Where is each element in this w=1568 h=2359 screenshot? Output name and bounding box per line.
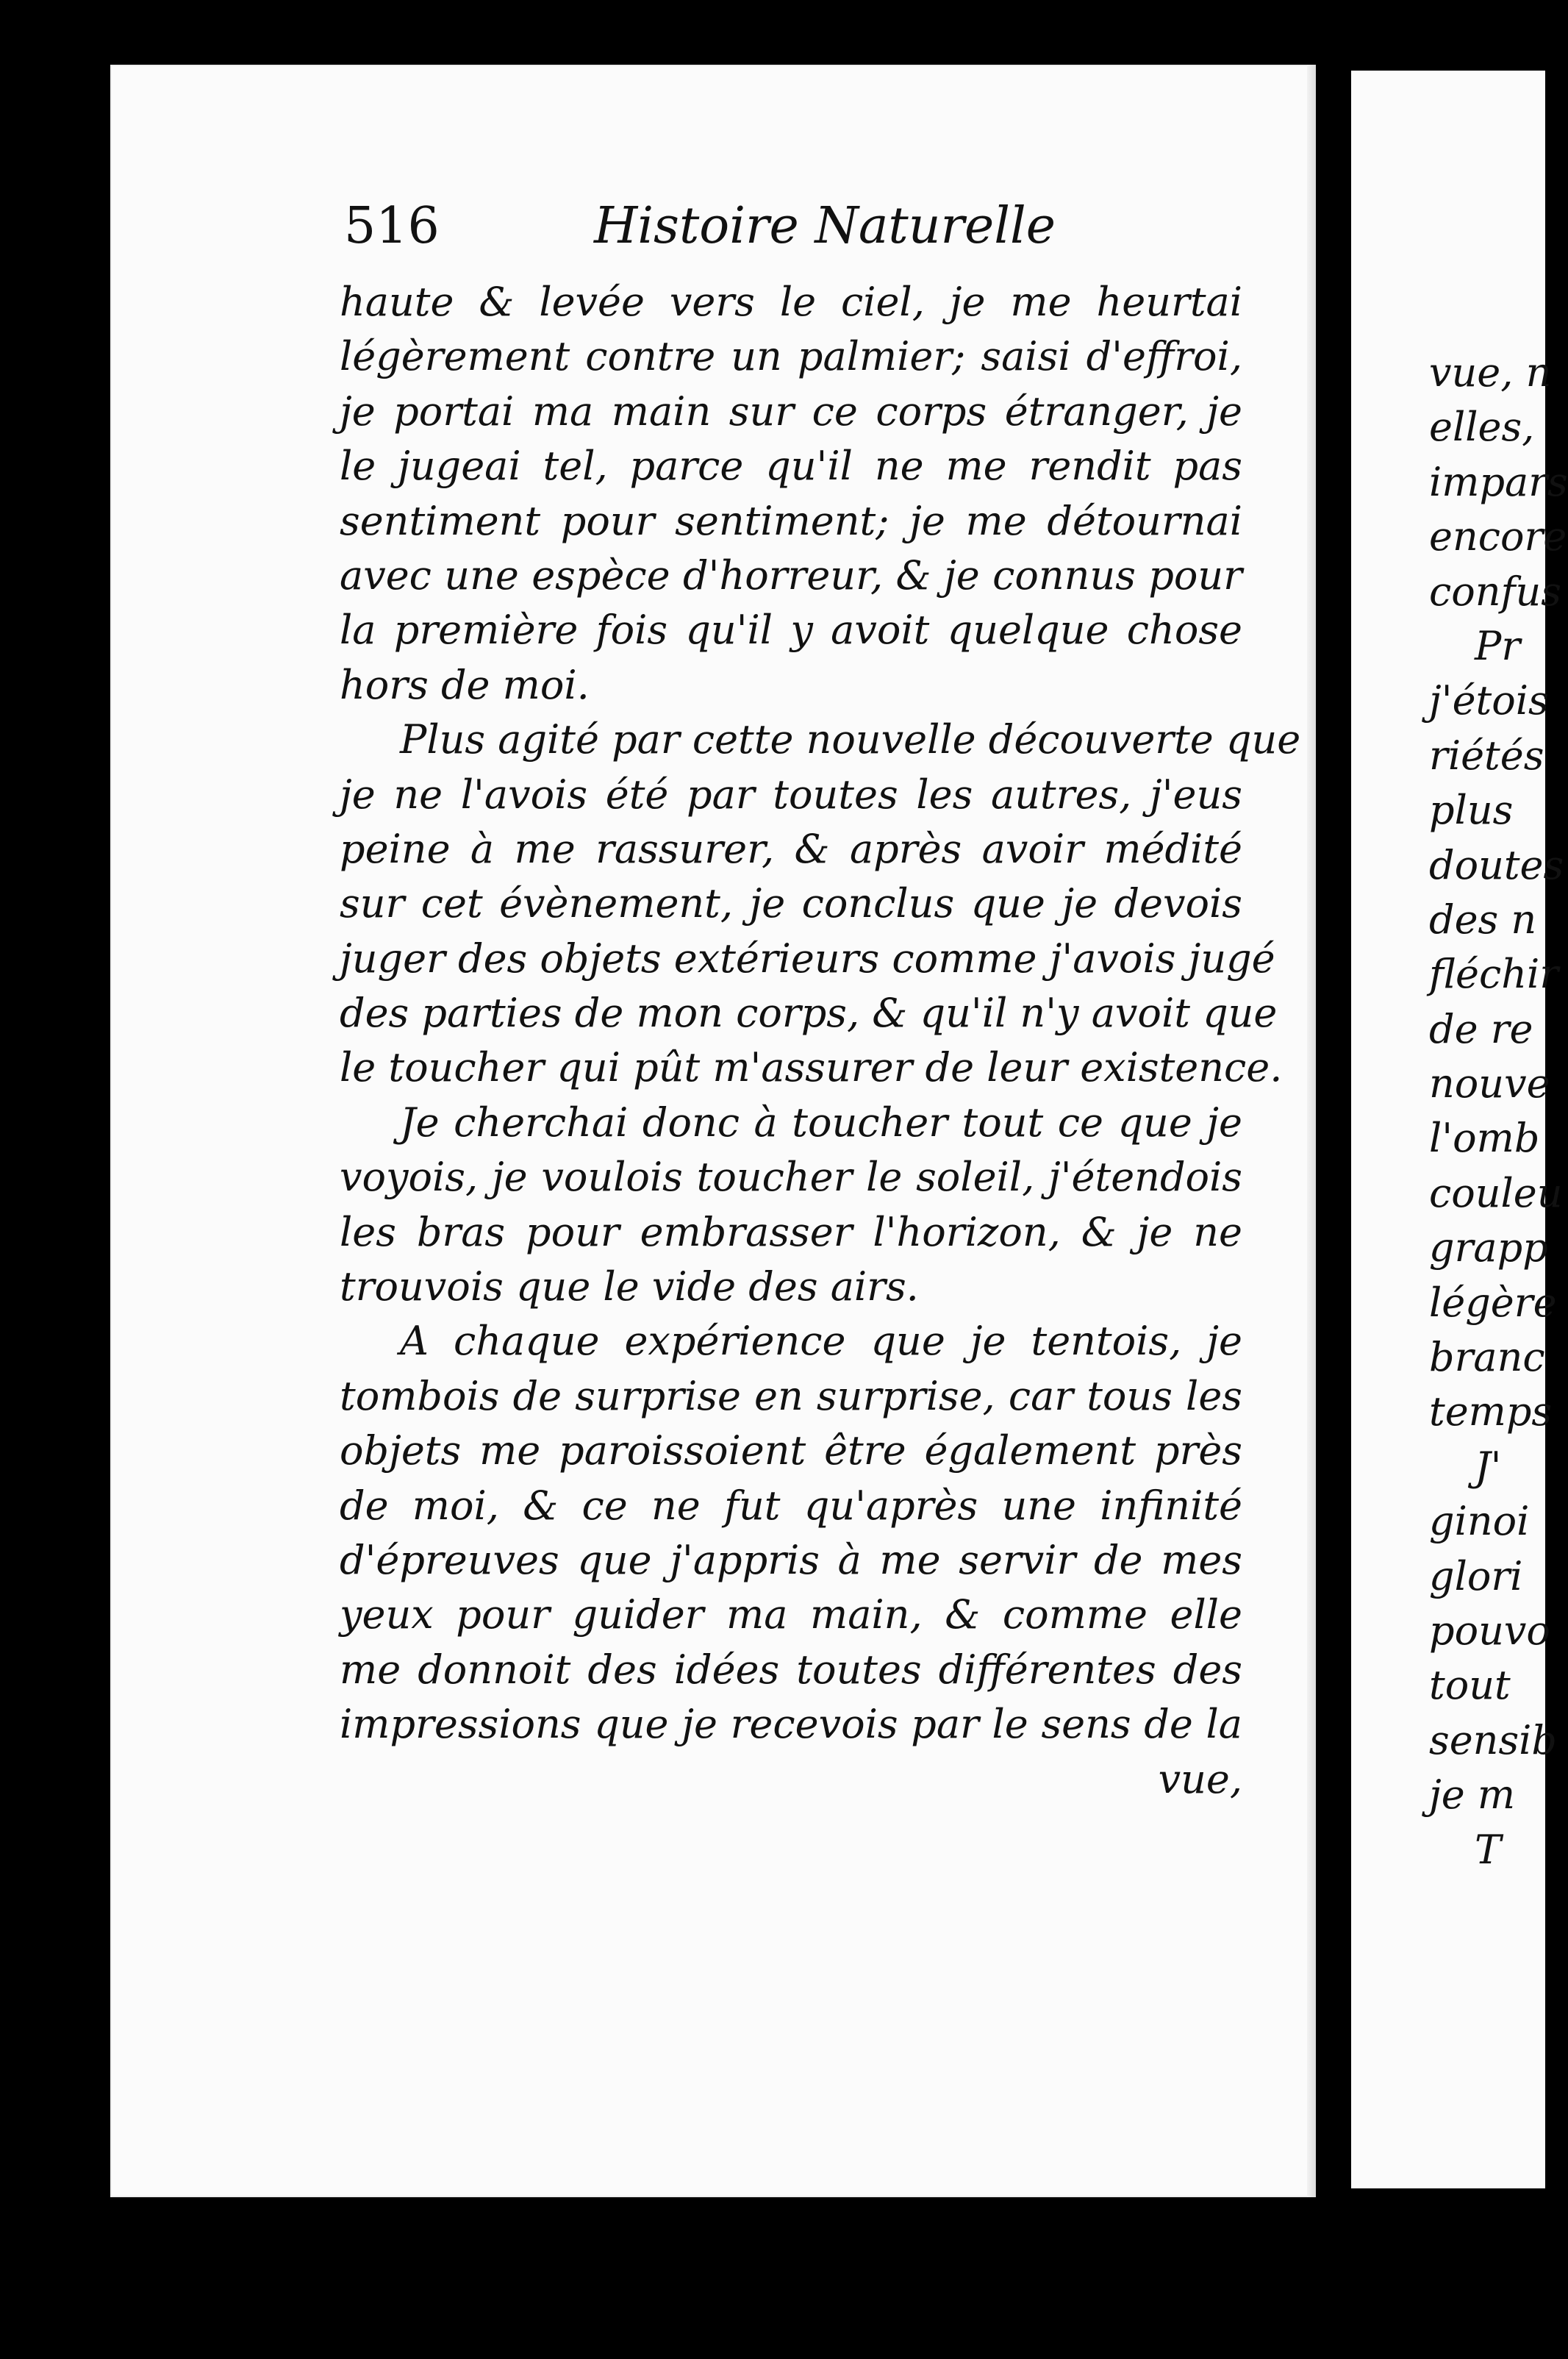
text-fragment: de re	[1429, 1005, 1533, 1052]
text-fragment: branc	[1429, 1334, 1545, 1381]
text-fragment: ginoi	[1429, 1498, 1530, 1545]
text-line: voyois, je voulois toucher le soleil, j'étendois	[340, 1154, 1242, 1201]
text-line: légèrement contre un palmier; saisi d'effroi,	[340, 333, 1242, 380]
text-line: des parties de mon corps, & qu'il n'y avoit que	[340, 990, 1278, 1037]
text-fragment: glori	[1429, 1552, 1523, 1599]
text-line: sur cet évènement, je conclus que je devois	[340, 880, 1242, 927]
text-fragment: des n	[1429, 896, 1537, 943]
text-line: d'épreuves que j'appris à me servir de mes	[340, 1536, 1242, 1583]
text-line: sentiment pour sentiment; je me détournai	[340, 497, 1242, 544]
running-header	[344, 197, 1241, 263]
text-fragment: riétés	[1429, 732, 1544, 779]
paragraph-start-line: A chaque expérience que je tentois, je	[400, 1318, 1242, 1365]
text-fragment: J'	[1475, 1443, 1502, 1490]
text-fragment: grapp	[1429, 1224, 1548, 1271]
text-line: yeux pour guider ma main, & comme elle	[340, 1591, 1242, 1638]
text-line: je portai ma main sur ce corps étranger, je	[340, 388, 1242, 435]
text-fragment: Pr	[1475, 622, 1521, 669]
text-fragment: couleu	[1429, 1169, 1563, 1216]
text-fragment: j'étois	[1429, 677, 1549, 724]
text-fragment: confus	[1429, 568, 1562, 615]
catchword: vue,	[1158, 1755, 1242, 1802]
text-fragment: légère	[1429, 1279, 1557, 1326]
page-body	[340, 275, 1301, 1807]
text-line: me donnoit des idées toutes différentes des	[340, 1646, 1242, 1693]
text-fragment: T	[1475, 1826, 1502, 1873]
paragraph-start-line: Plus agité par cette nouvelle découverte que	[400, 716, 1301, 763]
text-fragment: doutes	[1429, 841, 1564, 888]
text-line: de moi, & ce ne fut qu'après une infinité	[340, 1482, 1242, 1529]
text-line: juger des objets extérieurs comme j'avois jugé	[340, 935, 1275, 982]
text-fragment: tout	[1429, 1662, 1511, 1709]
text-line: tombois de surprise en surprise, car tous les	[340, 1372, 1242, 1419]
text-fragment: plus	[1429, 787, 1514, 834]
text-line: la première fois qu'il y avoit quelque chose	[340, 607, 1242, 654]
paragraph-start-line: Je cherchai donc à toucher tout ce que je	[400, 1099, 1242, 1146]
text-line: hors de moi.	[340, 661, 590, 708]
text-line: les bras pour embrasser l'horizon, & je ne	[340, 1208, 1242, 1255]
text-line: peine à me rassurer, & après avoir médité	[340, 825, 1242, 872]
text-fragment: fléchir	[1429, 951, 1559, 998]
text-fragment: vue, n	[1429, 349, 1552, 396]
text-line: trouvois que le vide des airs.	[340, 1263, 919, 1310]
text-fragment: je m	[1429, 1771, 1516, 1819]
text-line: le toucher qui pût m'assurer de leur existence.	[340, 1044, 1283, 1091]
book-page-right-edge	[1351, 71, 1568, 2188]
text-fragment: elles,	[1429, 404, 1535, 451]
text-fragment: sensib	[1429, 1716, 1557, 1763]
text-fragment: nouve	[1429, 1060, 1550, 1107]
text-line: haute & levée vers le ciel, je me heurtai	[340, 279, 1242, 325]
text-fragment: temps	[1429, 1388, 1553, 1435]
text-line: je ne l'avois été par toutes les autres, j'eus	[340, 771, 1242, 818]
page-number: 516	[344, 197, 440, 255]
text-fragment: l'omb	[1429, 1115, 1540, 1162]
running-title: Histoire Naturelle	[594, 197, 1056, 255]
text-line: objets me paroissoient être également près	[340, 1427, 1242, 1474]
text-fragment: impars	[1429, 458, 1568, 505]
facing-page-text	[1429, 346, 1568, 1877]
text-fragment: pouvo	[1429, 1607, 1550, 1654]
text-line: avec une espèce d'horreur, & je connus pour	[340, 552, 1242, 599]
text-line: impressions que je recevois par le sens de la	[340, 1701, 1242, 1748]
text-fragment: encore	[1429, 513, 1567, 560]
text-line: le jugeai tel, parce qu'il ne me rendit pas	[340, 443, 1242, 490]
